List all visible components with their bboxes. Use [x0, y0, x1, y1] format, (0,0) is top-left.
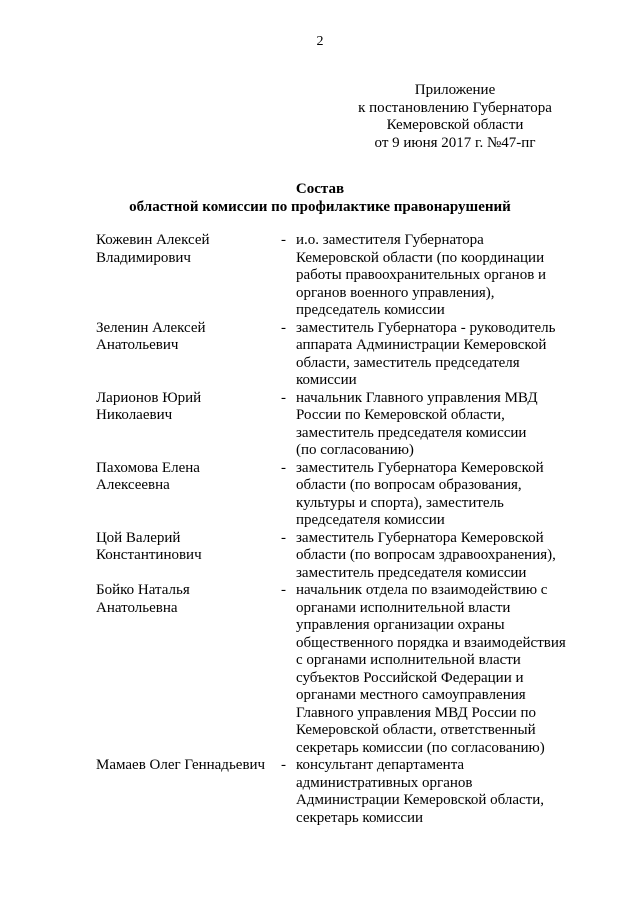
member-role-line: (по согласованию) — [296, 442, 414, 458]
member-role-line: Главного управления МВД России по — [296, 704, 536, 721]
member-role-line: с органами исполнительной власти — [296, 652, 521, 668]
appendix-line: Приложение — [414, 82, 496, 98]
member-dash: - — [281, 757, 286, 773]
member-role-line: административных органов — [296, 774, 473, 791]
member-dash: - — [281, 582, 286, 598]
member-row — [96, 460, 596, 530]
member-dash: - — [281, 459, 286, 476]
member-role — [296, 232, 596, 320]
member-dash: - — [281, 232, 286, 248]
member-role-line: Кемеровской области, ответственный — [296, 722, 536, 738]
member-role-line: работы правоохранительных органов и — [296, 267, 547, 283]
member-name-line: Алексеевна — [96, 477, 170, 493]
appendix-line: к постановлению Губернатора — [358, 99, 552, 116]
page-number: 2 — [316, 34, 324, 49]
appendix-line: от 9 июня 2017 г. №47-пг — [374, 134, 536, 151]
member-name — [96, 320, 276, 355]
member-dash: - — [281, 319, 286, 336]
member-role-line: заместитель Губернатора - руководитель — [296, 319, 556, 336]
member-role-line: председателя комиссии — [296, 512, 445, 528]
member-name-line: Константинович — [96, 547, 202, 563]
member-dash: - — [281, 529, 286, 546]
member-name — [96, 460, 276, 495]
member-role-line: органов военного управления), — [296, 284, 495, 301]
member-role-line: Администрации Кемеровской области, — [296, 792, 545, 808]
member-name-line: Ларионов Юрий — [96, 389, 202, 406]
member-row — [96, 530, 596, 583]
member-role-line: субъектов Российской Федерации и — [296, 669, 524, 686]
member-role-line: органами исполнительной власти — [296, 599, 511, 616]
member-name — [96, 390, 276, 425]
member-row — [96, 757, 596, 827]
member-role-line: области (по вопросам здравоохранения), — [296, 547, 556, 563]
member-role-line: области, заместитель председателя — [296, 354, 520, 371]
member-role-line: секретарь комиссии (по согласованию) — [296, 739, 545, 756]
member-role — [296, 582, 596, 757]
member-row — [96, 232, 596, 320]
member-role — [296, 530, 596, 583]
member-name-line: Владимирович — [96, 249, 191, 266]
member-role — [296, 320, 596, 390]
member-name-line: Мамаев Олег Геннадьевич — [96, 757, 266, 773]
appendix-line: Кемеровской области — [386, 117, 524, 133]
member-role-line: Кемеровской области (по координации — [296, 249, 545, 266]
member-role-line: органами местного самоуправления — [296, 687, 526, 703]
member-role — [296, 390, 596, 460]
member-role-line: комиссии — [296, 372, 357, 388]
title-line-1: Состав — [295, 181, 345, 197]
member-name-line: Кожевин Алексей — [96, 232, 210, 248]
member-role-line: России по Кемеровской области, — [296, 407, 505, 423]
member-role-line: управления организации охраны — [296, 617, 505, 633]
member-name-line: Бойко Наталья — [96, 582, 190, 598]
member-role-line: общественного порядка и взаимодействия — [296, 634, 566, 651]
member-name-line: Анатольевич — [96, 337, 179, 353]
member-role-line: заместитель Губернатора Кемеровской — [296, 459, 544, 476]
member-role — [296, 460, 596, 530]
member-name — [96, 582, 276, 617]
member-role-line: области (по вопросам образования, — [296, 477, 522, 493]
member-name-line: Цой Валерий — [96, 529, 181, 546]
member-name — [96, 757, 276, 775]
member-role-line: консультант департамента — [296, 757, 465, 773]
member-row — [96, 390, 596, 460]
member-role-line: аппарата Администрации Кемеровской — [296, 337, 547, 353]
members-list — [96, 232, 596, 827]
member-role-line: начальник отдела по взаимодействию с — [296, 582, 548, 598]
appendix-block — [330, 82, 580, 152]
member-role-line: начальник Главного управления МВД — [296, 389, 538, 406]
member-name-line: Анатольевна — [96, 599, 178, 616]
member-name — [96, 232, 276, 267]
member-role-line: и.о. заместителя Губернатора — [296, 232, 484, 248]
member-name-line: Пахомова Елена — [96, 459, 200, 476]
member-role — [296, 757, 596, 827]
document-title — [0, 180, 640, 216]
member-role-line: заместитель председателя комиссии — [296, 564, 527, 581]
member-name — [96, 530, 276, 565]
member-row — [96, 582, 596, 757]
member-role-line: председатель комиссии — [296, 302, 445, 318]
member-role-line: заместитель председателя комиссии — [296, 424, 527, 441]
member-row — [96, 320, 596, 390]
member-name-line: Николаевич — [96, 407, 173, 423]
member-role-line: секретарь комиссии — [296, 809, 424, 826]
member-name-line: Зеленин Алексей — [96, 319, 206, 336]
member-role-line: заместитель Губернатора Кемеровской — [296, 529, 544, 546]
member-role-line: культуры и спорта), заместитель — [296, 494, 504, 511]
title-line-2: областной комиссии по профилактике правонарушений — [129, 199, 511, 215]
member-dash: - — [281, 389, 286, 406]
